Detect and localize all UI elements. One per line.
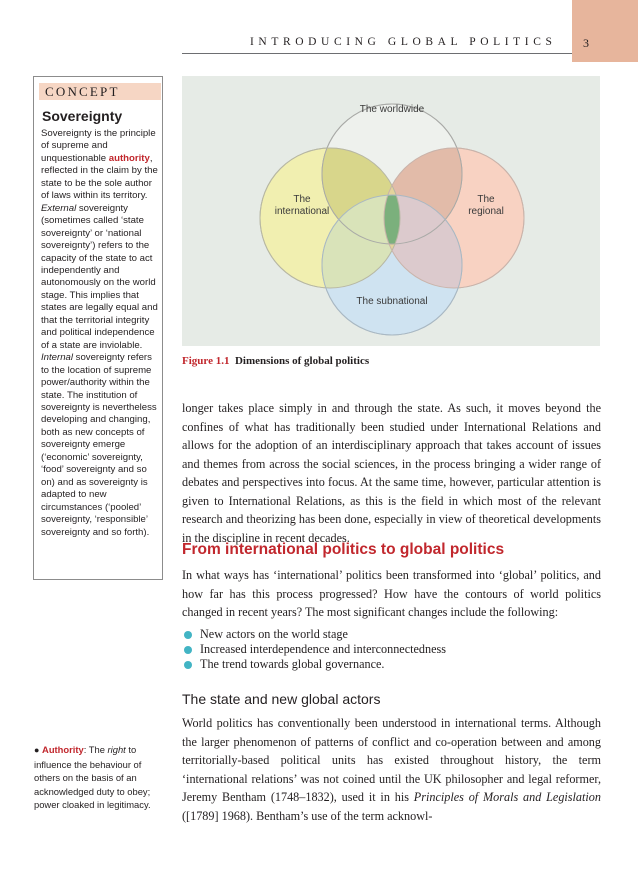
list-item: New actors on the world stage (182, 627, 602, 642)
concept-text-1: Sovereignty is the principle of supreme and unquestionable (41, 128, 156, 164)
body-paragraph-2: In what ways has ‘international’ politics been transformed into ‘global’ politics, and how far has this process progressed? How have the contours of world politics changed in recent years? The most significant changes include the following: (182, 568, 601, 619)
bullet-dot (184, 631, 192, 639)
concept-body (41, 128, 162, 539)
concept-tag: CONCEPT (39, 83, 161, 100)
figure-title: Dimensions of global politics (234, 355, 370, 367)
section-heading: From international politics to global politics (182, 541, 505, 558)
figure-caption (182, 355, 369, 367)
book-title: Principles of Morals and Legislation (413, 790, 601, 804)
concept-text-2: , reflected in the claim by the state to be the sole author of laws within its territory. (41, 152, 158, 202)
definition-term: Authority (42, 744, 84, 755)
page-number: 3 (583, 36, 589, 50)
header-rule (182, 53, 572, 54)
body-paragraph-3: World politics has conventionally been understood in international terms. Although the larger phenomenon of patterns of conflict and co-operation between and among territorially-based political units has existed throughout history, the term ‘international relations’ was not coined until the UK philosopher and legal reformer, Jeremy Bentham (1748–1832), used it in his Principles of Morals and Legislation ([1789] 1968). Bentham’s use of the term acknowl- (182, 716, 601, 823)
label-international-1: The (293, 194, 311, 205)
bullet-icon: ● (34, 745, 40, 755)
margin-definition: ● Authority: The right to influence the behaviour of others on the basis of an acknowledged duty to obey; power cloaked in legitimacy. (34, 744, 151, 811)
bullet-dot (184, 646, 192, 654)
bullet-dot (184, 661, 192, 669)
concept-text-3: sovereignty (sometimes called ‘state sovereignty’ or ‘national sovereignty’) refers to the capacity of the state to act independently and autonomously on the world stage. This implies that states are legally equal and that the territorial integrity and political independence of a state are inviolable. (41, 202, 158, 351)
concept-box (33, 76, 163, 580)
label-subnational: The subnational (356, 296, 428, 307)
venn-diagram (182, 76, 600, 346)
concept-term-external: External (41, 202, 77, 214)
label-international-2: international (274, 206, 330, 217)
venn-figure (182, 76, 600, 346)
sub-heading: The state and new global actors (182, 691, 381, 707)
label-regional-1: The (477, 194, 495, 205)
figure-number: Figure 1.1 (182, 355, 230, 367)
body-paragraph-1: longer takes place simply in and through the state. As such, it moves beyond the confines of what has traditionally been studied under International Relations and allows for the adoption of an interdisciplinary approach that takes account of issues and themes from across the social sciences, in the process bringing a wider range of debates and perspectives into focus. At the same time, however, particular attention is given to International Relations, as this is the field in which most of the relevant research and theorizing has been done, especially in view of theoretical developments in the discipline in recent decades. (182, 401, 601, 545)
concept-text-4: sovereignty refers to the location of supreme power/authority within the state. The institution of sovereignty is nevertheless developing and changing, both as new concepts of sovereignty emerge (‘economic’ sovereignty, ‘food’ sovereignty and so on) and as sovereignty is adapted to new circumstances (‘pooled’ sovereignty, ‘responsible’ sovereignty and so forth). (41, 352, 157, 538)
list-item: The trend towards global governance. (182, 657, 602, 672)
concept-title: Sovereignty (42, 108, 123, 124)
label-regional-2: regional (468, 206, 504, 217)
concept-term-internal: Internal (41, 352, 73, 364)
concept-term-authority: authority (108, 152, 150, 164)
header-page-tab (572, 0, 638, 62)
running-header-title: INTRODUCING GLOBAL POLITICS (250, 36, 557, 48)
label-worldwide: The worldwide (359, 104, 425, 115)
list-item: Increased interdependence and interconnectedness (182, 642, 602, 657)
bullet-list (182, 627, 602, 673)
